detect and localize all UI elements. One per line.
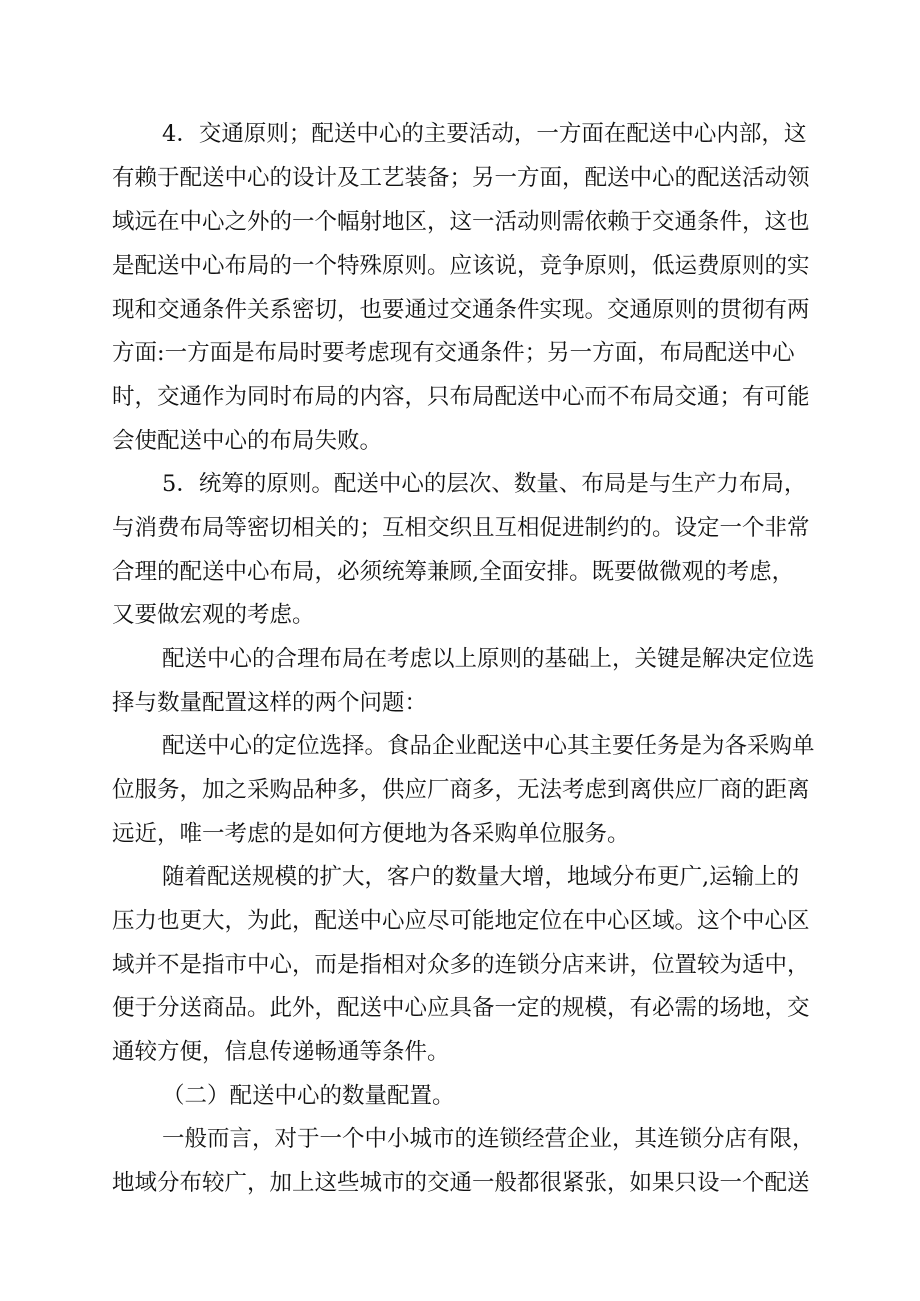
text-line: 合理的配送中心布局，必须统筹兼顾,全面安排。既要做微观的考虑， bbox=[112, 559, 795, 585]
text-line: 配送中心的合理布局在考虑以上原则的基础上，关键是解决定位选 bbox=[162, 646, 815, 672]
text-line: 方面:一方面是布局时要考虑现有交通条件；另一方面，布局配送中心 bbox=[112, 340, 795, 366]
text-line: 便于分送商品。此外，配送中心应具备一定的规模，有必需的场地，交 bbox=[112, 995, 810, 1021]
text-line: 时，交通作为同时布局的内容，只布局配送中心而不布局交通；有可能 bbox=[112, 384, 810, 410]
text-line: 择与数量配置这样的两个问题： bbox=[112, 690, 428, 716]
text-line: 又要做宏观的考虑。 bbox=[112, 602, 315, 628]
section-heading: （二）配送中心的数量配置。 bbox=[162, 1083, 455, 1109]
text-line: 是配送中心布局的一个特殊原则。应该说，竞争原则，低运费原则的实 bbox=[112, 253, 810, 279]
text-line: 4．交通原则；配送中心的主要活动，一方面在配送中心内部，这 bbox=[162, 121, 807, 147]
text-line: 位服务，加之采购品种多，供应厂商多，无法考虑到离供应厂商的距离 bbox=[112, 777, 810, 803]
text-line: 压力也更大，为此，配送中心应尽可能地定位在中心区域。这个中心区 bbox=[112, 908, 810, 934]
text-line: 域并不是指市中心，而是指相对众多的连锁分店来讲，位置较为适中， bbox=[112, 952, 810, 978]
text-line: 会使配送中心的布局失败。 bbox=[112, 428, 383, 454]
text-line: 一般而言，对于一个中小城市的连锁经营企业，其连锁分店有限， bbox=[162, 1126, 815, 1152]
text-line: 5．统筹的原则。配送中心的层次、数量、布局是与生产力布局， bbox=[162, 471, 807, 497]
text-line: 地域分布较广，加上这些城市的交通一般都很紧张，如果只设一个配送 bbox=[112, 1170, 810, 1196]
text-line: 随着配送规模的扩大，客户的数量大增，地域分布更广,运输上的 bbox=[162, 864, 800, 890]
text-line: 域远在中心之外的一个幅射地区，这一活动则需依赖于交通条件，这也 bbox=[112, 209, 810, 235]
text-line: 配送中心的定位选择。食品企业配送中心其主要任务是为各采购单 bbox=[162, 733, 815, 759]
text-line: 远近，唯一考虑的是如何方便地为各采购单位服务。 bbox=[112, 821, 630, 847]
text-line: 现和交通条件关系密切，也要通过交通条件实现。交通原则的贯彻有两 bbox=[112, 297, 810, 323]
text-line: 通较方便，信息传递畅通等条件。 bbox=[112, 1039, 450, 1065]
text-line: 有赖于配送中心的设计及工艺装备；另一方面，配送中心的配送活动领 bbox=[112, 165, 810, 191]
text-line: 与消费布局等密切相关的；互相交织且互相促进制约的。设定一个非常 bbox=[112, 515, 810, 541]
